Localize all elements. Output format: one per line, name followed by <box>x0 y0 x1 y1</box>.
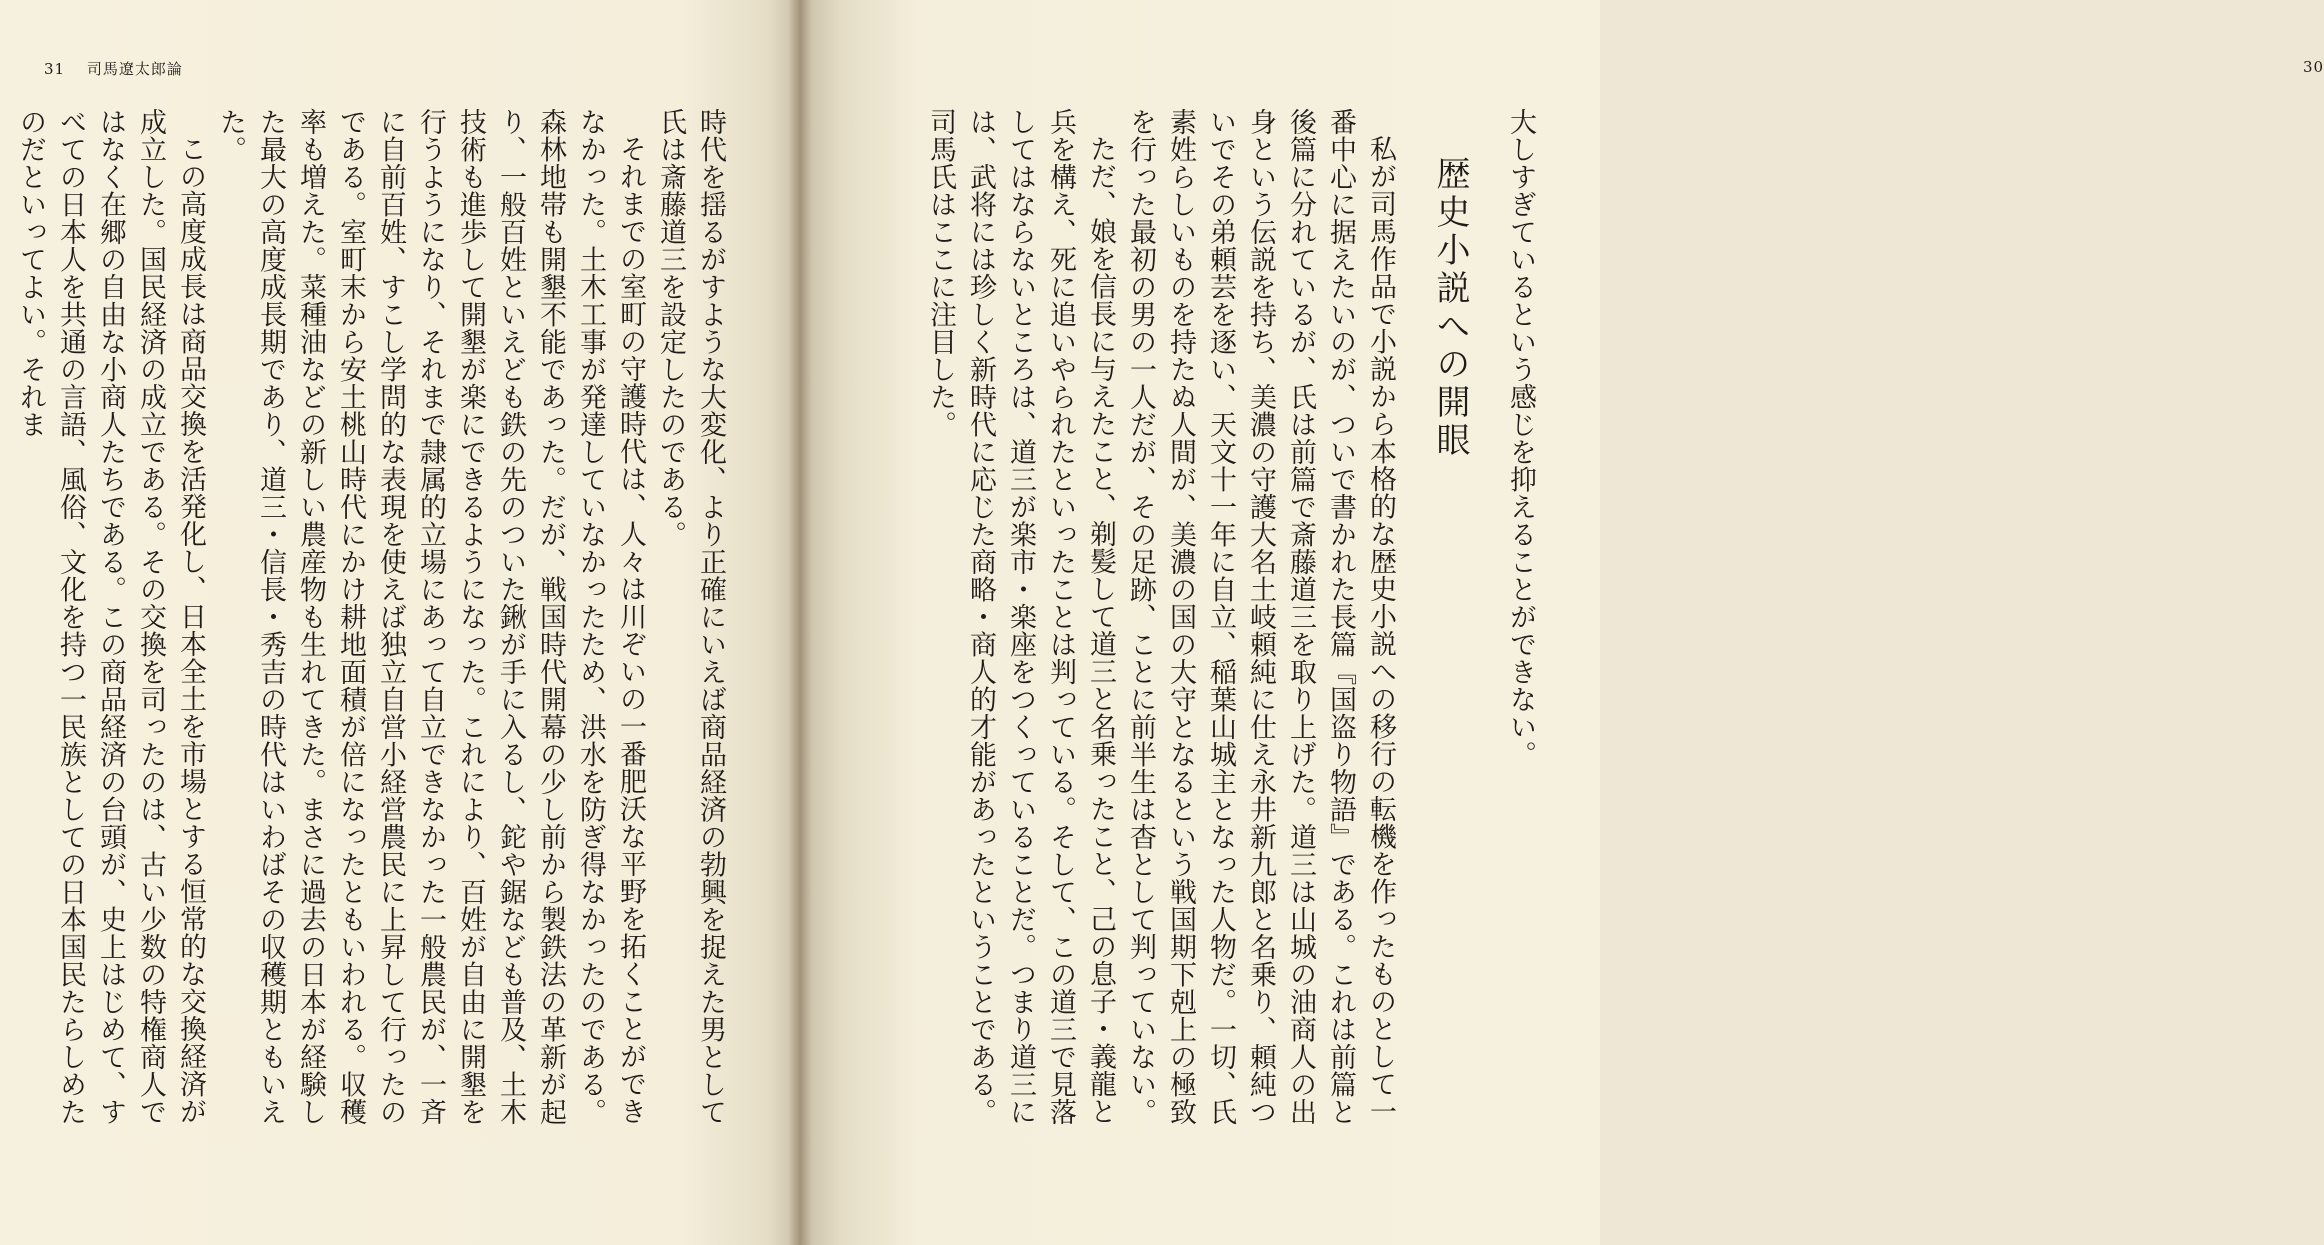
left-paragraph-3: この高度成長は商品交換を活発化し、日本全土を市場とする恒常的な交換経済が成立した。国民経済の成立である。その交換を司ったのは、古い少数の特権商人ではなく在郷の自由な小商人たちである。この商品経済の台頭が、史上はじめて、すべての日本人を共通の言語、風俗、文化を持つ一民族としての日本国民たらしめたのだといってよい。それま <box>15 108 206 1126</box>
left-page-header <box>44 58 183 79</box>
left-page-number: 31 <box>44 60 66 78</box>
book-gutter <box>788 0 812 1245</box>
right-paragraph-2: ただ、娘を信長に与えたこと、剃髪して道三と名乗ったこと、己の息子・義龍と兵を構え、死に追いやられたといったことは判っている。そして、この道三で見落してはならないところは、道三が楽市・楽座をつくっていることだ。つまり道三には、武将には珍しく新時代に応じた商略・商人的才能があったということである。司馬氏はここに注目した。 <box>925 108 1116 1126</box>
running-title: 司馬遼太郎論 <box>86 60 183 78</box>
right-page-header <box>2303 58 2324 76</box>
right-page-body <box>860 108 1540 1138</box>
left-paragraph-2: それまでの室町の守護時代は、人々は川ぞいの一番肥沃な平野を拓くことができなかった。土木工事が発達していなかったため、洪水を防ぎ得なかったのである。森林地帯も開墾不能であった。だが、戦国時代開幕の少し前から製鉄法の革新が起り、一般百姓といえども鉄の先のついた鍬が手に入るし、鉈や鋸なども普及、土木技術も進歩して開墾が楽にできるようになった。これにより、百姓が自由に開墾を行うようになり、それまで隷属的立場にあって自立できなかった一般農民が、一斉に自前百姓、すこし学問的な表現を使えば独立自営小経営農民に上昇して行ったのである。室町末から安土桃山時代にかけ耕地面積が倍になったともいわれる。収穫率も増えた。菜種油などの新しい農産物も生れてきた。まさに過去の日本が経験した最大の高度成長期であり、道三・信長・秀吉の時代はいわばその収穫期ともいえた。 <box>215 108 646 1126</box>
left-paragraph-1: 時代を揺るがすような大変化、より正確にいえば商品経済の勃興を捉えた男として氏は斎藤道三を設定したのである。 <box>655 108 726 1126</box>
right-paragraph-1: 私が司馬作品で小説から本格的な歴史小説への移行の転機を作ったものとして一番中心に据えたいのが、ついで書かれた長篇『国盗り物語』である。これは前篇と後篇に分れているが、氏は前篇で斎藤道三を取り上げた。道三は山城の油商人の出身という伝説を持ち、美濃の守護大名土岐頼純に仕え永井新九郎と名乗り、頼純ついでその弟頼芸を逐い、天文十一年に自立、稲葉山城主となった人物だ。一切、氏素姓らしいものを持たぬ人間が、美濃の国の大守となるという戦国期下剋上の極致を行った最初の男の一人だが、その足跡、ことに前半生は杳として判っていない。 <box>1125 108 1396 1126</box>
right-opening-line: 大しすぎているという感じを抑えることができない。 <box>1505 108 1536 768</box>
section-title: 歴史小説への開眼 <box>1430 156 1470 460</box>
left-page-body <box>15 108 730 1138</box>
right-page-number: 30 <box>2303 58 2324 76</box>
left-page <box>0 0 800 1245</box>
